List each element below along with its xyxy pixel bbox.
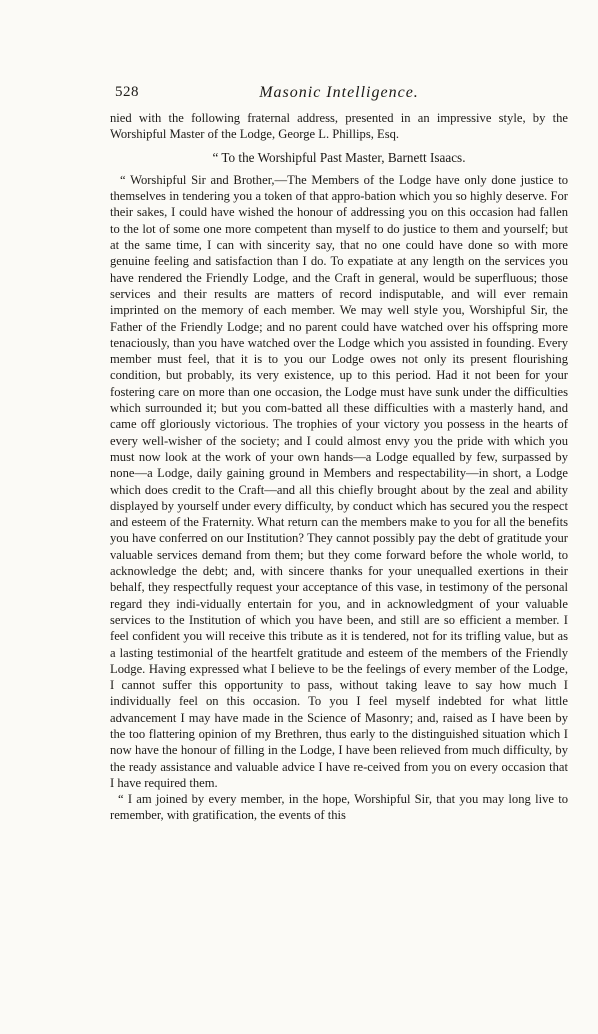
intro-paragraph: nied with the following fraternal address, presented in an impressive style, by the Worshipful Master of the Lodge, George L. Phillips, Esq. xyxy=(110,111,568,142)
page-number: 528 xyxy=(115,84,139,100)
salutation: “ To the Worshipful Past Master, Barnett Isaacs. xyxy=(212,149,466,165)
running-head xyxy=(110,84,568,106)
running-title: Masonic Intelligence. xyxy=(259,84,419,101)
address-paragraph: “ Worshipful Sir and Brother,—The Members of the Lodge have only done justice to themselves in tendering you a token of that appro-bation which you so highly deserve. For their sakes, I could have wished the honour of addressing you on this occasion had fallen to the lot of some one more competent than myself to do justice to them and yourself; but at the same time, I can with sincerity say, that no one could have done so with more genuine feeling and satisfaction than I do. To expatiate at any length on the services you have rendered the Friendly Lodge, and the Craft in general, would be superfluous; those services and their results are matters of record indisputable, and will ever remain imprinted on the memory of each member. We may well style you, Worshipful Sir, the Father of the Friendly Lodge; and no parent could have watched over his offspring more tenaciously, than you have watched over the Lodge which you assisted in founding. Every member must feel, that it is to you our Lodge owes not only its present flourishing condition, but probably, its very existence, up to this period. Had it not been for your fostering care on more than one occasion, the Lodge must have sunk under the difficulties which surrounded it; but you com-batted all these difficulties with a masterly hand, and came off gloriously victorious. The trophies of your victory you possess in the hearts of every well-wisher of the society; and I could almost envy you the pride with which you must now look at the work of your own hands—a Lodge equalled by few, surpassed by none—a Lodge, daily gaining ground in Members and respectability—in short, a Lodge which does credit to the Craft—and all this chiefly brought about by the zeal and ability displayed by yourself under every difficulty, by conduct which has secured you the respect and esteem of the Fraternity. What return can the members make to you for all the benefits you have conferred on our Institution? They cannot possibly pay the debt of gratitude your valuable services demand from them; but they come forward before the whole world, to acknowledge the debt; and, with sincere thanks for your unequalled exertions in their behalf, they respectfully request your acceptance of this vase, in testimony of the personal regard they indi-vidually entertain for you, and in acknowledgment of your valuable services to the Institution of which you have been, and still are so efficient a member. I feel confident you will receive this tribute as it is tendered, not for its trifling value, but as a lasting testimonial of the heartfelt gratitude and esteem of the members of the Friendly Lodge. Having expressed what I believe to be the feelings of every member of the Lodge, I cannot suffer this opportunity to pass, without taking leave to say how much I individually feel on this occasion. To you I feel myself indebted for what little advancement I may have made in the Science of Masonry; and, raised as I have been by the too flattering opinion of my Brethren, thus early to the distinguished situation which I now have the honour of filling in the Lodge, I have been relieved from much difficulty, by the ready assistance and valuable advice I have re-ceived from you on every occasion that I have required them. xyxy=(110,172,568,790)
closing-paragraph: “ I am joined by every member, in the hope, Worshipful Sir, that you may long live to remember, with gratification, the events of this xyxy=(110,792,568,823)
